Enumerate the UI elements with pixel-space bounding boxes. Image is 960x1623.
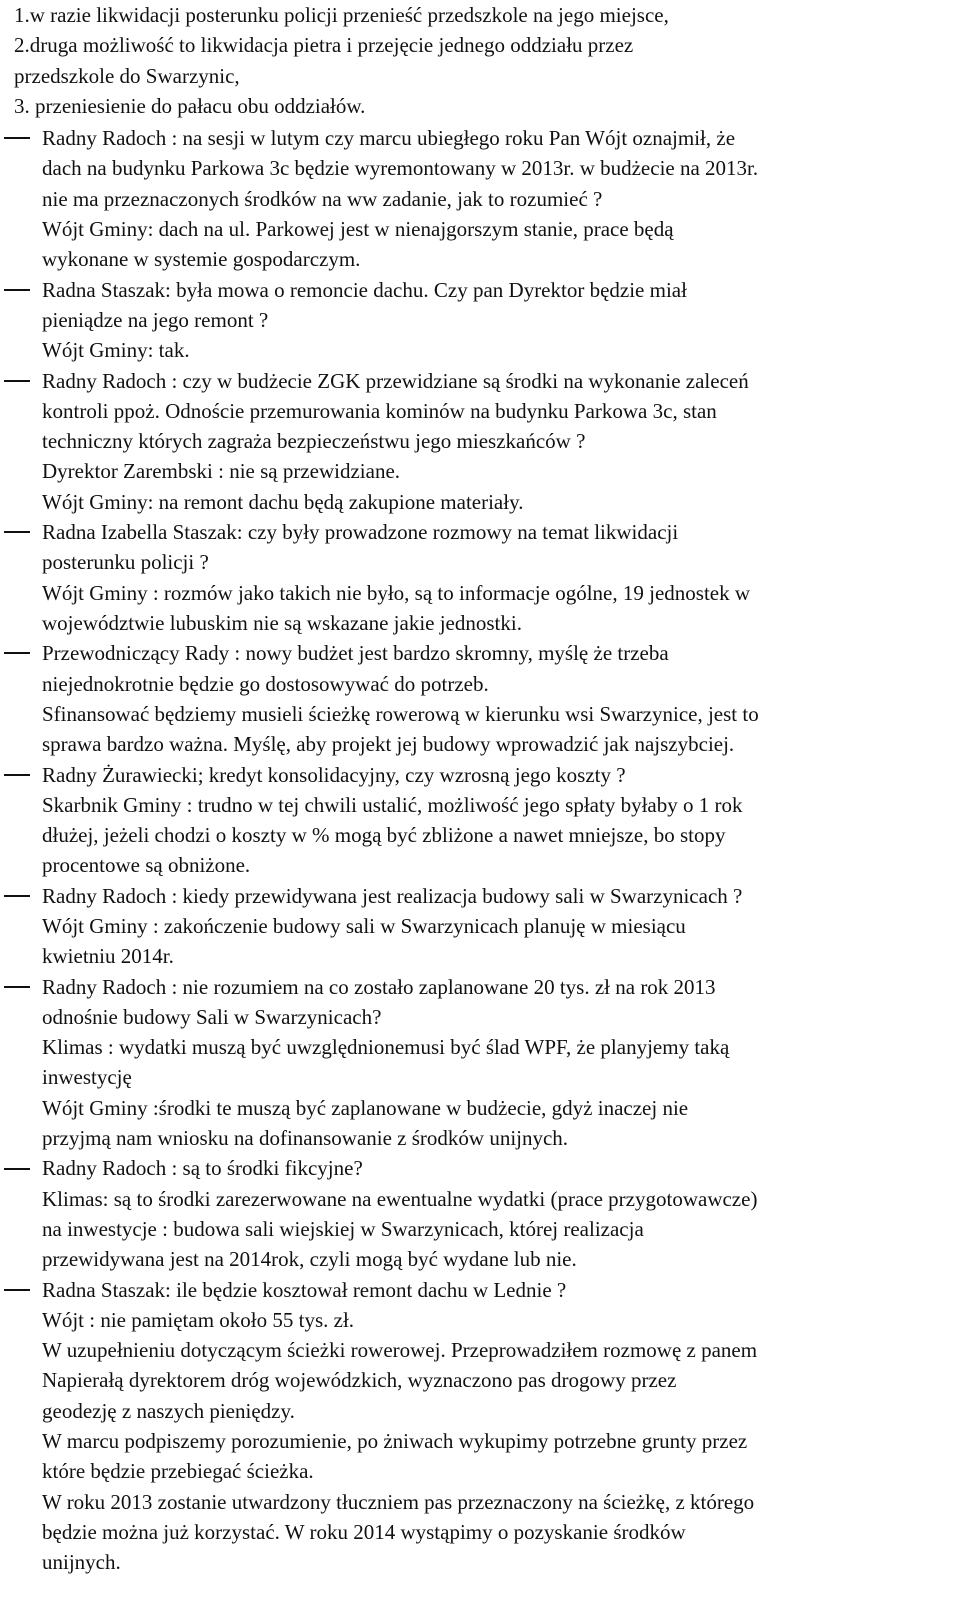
dialogue-text bbox=[42, 1275, 942, 1578]
dialogue-text bbox=[42, 638, 942, 759]
dialogue-text bbox=[42, 881, 942, 972]
dash-bullet bbox=[4, 895, 30, 897]
text-line: Radna Staszak: była mowa o remoncie dachu. Czy pan Dyrektor będzie miał bbox=[42, 277, 687, 302]
text-line: odnośnie budowy Sali w Swarzynicach? bbox=[42, 1004, 382, 1029]
text-line: geodezję z naszych pieniędzy. bbox=[42, 1398, 295, 1423]
dash-bullet bbox=[4, 380, 30, 382]
text-line: Radna Izabella Staszak: czy były prowadzone rozmowy na temat likwidacji bbox=[42, 520, 679, 545]
text-line: Wójt Gminy : zakończenie budowy sali w Swarzynicach planuję w miesiącu bbox=[42, 913, 686, 938]
text-line: Radny Radoch : są to środki fikcyjne? bbox=[42, 1156, 363, 1181]
text-line: Dyrektor Zarembski : nie są przewidziane. bbox=[42, 459, 401, 484]
option-line-1: 1.w razie likwidacji posterunku policji przenieść przedszkole na jego miejsce, bbox=[14, 3, 669, 27]
dialogue-text bbox=[42, 1153, 942, 1274]
dialogue-text bbox=[42, 517, 942, 638]
text-line: Wójt Gminy: dach na ul. Parkowej jest w nienajgorszym stanie, prace będą bbox=[42, 217, 674, 242]
dash-bullet bbox=[4, 1289, 30, 1291]
dialogue-text bbox=[42, 366, 942, 517]
text-line: będzie można już korzystać. W roku 2014 wystąpimy o pozyskanie środków bbox=[42, 1519, 686, 1544]
text-line: Wójt Gminy : rozmów jako takich nie było, są to informacje ogólne, 19 jednostek w bbox=[42, 580, 751, 605]
text-line: sprawa bardzo ważna. Myślę, aby projekt jej budowy wprowadzić jak najszybciej. bbox=[42, 732, 735, 757]
text-line: kontroli ppoż. Odnoście przemurowania kominów na budynku Parkowa 3c, stan bbox=[42, 398, 717, 423]
dash-bullet bbox=[4, 1168, 30, 1170]
text-line: W roku 2013 zostanie utwardzony tłuczniem pas przeznaczony na ścieżkę, z którego bbox=[42, 1489, 755, 1514]
text-line: kwietniu 2014r. bbox=[42, 944, 174, 969]
text-line: wykonane w systemie gospodarczym. bbox=[42, 247, 361, 272]
text-line: techniczny których zagraża bezpieczeństwu jego mieszkańców ? bbox=[42, 429, 586, 454]
text-line: Wójt Gminy :środki te muszą być zaplanowane w budżecie, gdyż inaczej nie bbox=[42, 1095, 689, 1120]
text-line: procentowe są obniżone. bbox=[42, 853, 251, 878]
dash-bullet bbox=[4, 986, 30, 988]
text-line: Wójt : nie pamiętam około 55 tys. zł. bbox=[42, 1307, 355, 1332]
text-line: na inwestycje : budowa sali wiejskiej w Swarzynicach, której realizacja bbox=[42, 1216, 644, 1241]
text-line: dłużej, jeżeli chodzi o koszty w % mogą być zbliżone a nawet mniejsze, bo stopy bbox=[42, 823, 726, 848]
text-line: posterunku policji ? bbox=[42, 550, 209, 575]
text-line: Radny Żurawiecki; kredyt konsolidacyjny, czy wzrosną jego koszty ? bbox=[42, 762, 626, 787]
text-line: Wójt Gminy: na remont dachu będą zakupione materiały. bbox=[42, 489, 524, 514]
text-line: W uzupełnieniu dotyczącym ścieżki rowerowej. Przeprowadziłem rozmowę z panem bbox=[42, 1338, 758, 1363]
dash-bullet bbox=[4, 652, 30, 654]
text-line: przewidywana jest na 2014rok, czyli mogą być wydane lub nie. bbox=[42, 1247, 577, 1272]
text-line: Sfinansować będziemy musieli ścieżkę rowerową w kierunku wsi Swarzynice, jest to bbox=[42, 701, 759, 726]
text-line: Radny Radoch : kiedy przewidywana jest realizacja budowy sali w Swarzynicach ? bbox=[42, 883, 743, 908]
dash-bullet bbox=[4, 774, 30, 776]
text-line: województwie lubuskim nie są wskazane jakie jednostki. bbox=[42, 610, 522, 635]
text-line: Skarbnik Gminy : trudno w tej chwili ustalić, możliwość jego spłaty byłaby o 1 rok bbox=[42, 792, 743, 817]
text-line: inwestycję bbox=[42, 1065, 132, 1090]
text-line: Klimas : wydatki muszą być uwzględnionemusi być ślad WPF, że planyjemy taką bbox=[42, 1035, 730, 1060]
text-line: niejednokrotnie będzie go dostosowywać do potrzeb. bbox=[42, 671, 489, 696]
dash-bullet bbox=[4, 531, 30, 533]
dialogue-text bbox=[42, 760, 942, 881]
text-line: dach na budynku Parkowa 3c będzie wyremontowany w 2013r. w budżecie na 2013r. bbox=[42, 156, 759, 181]
dialogue-text bbox=[42, 275, 942, 366]
option-line-2-continued: przedszkole do Swarzynic, bbox=[14, 63, 240, 88]
text-line: Radny Radoch : czy w budżecie ZGK przewidziane są środki na wykonanie zaleceń bbox=[42, 368, 749, 393]
text-line: pieniądze na jego remont ? bbox=[42, 307, 269, 332]
text-line: Napierałą dyrektorem dróg wojewódzkich, wyznaczono pas drogowy przez bbox=[42, 1368, 677, 1393]
dialogue-text bbox=[42, 972, 942, 1154]
text-line: które będzie przebiegać ścieżka. bbox=[42, 1459, 314, 1484]
text-line: Klimas: są to środki zarezerwowane na ewentualne wydatki (prace przygotowawcze) bbox=[42, 1186, 758, 1211]
dialogue-text bbox=[42, 123, 942, 274]
dash-bullet bbox=[4, 137, 30, 139]
dash-bullet bbox=[4, 289, 30, 291]
text-line: nie ma przeznaczonych środków na ww zadanie, jak to rozumieć ? bbox=[42, 186, 603, 211]
option-line-3: 3. przeniesienie do pałacu obu oddziałów. bbox=[14, 93, 366, 118]
text-line: Radna Staszak: ile będzie kosztował remont dachu w Lednie ? bbox=[42, 1277, 567, 1302]
text-line: Wójt Gminy: tak. bbox=[42, 338, 190, 363]
option-line-2: 2.druga możliwość to likwidacja pietra i przejęcie jednego oddziału przez bbox=[14, 33, 634, 58]
text-line: Radny Radoch : na sesji w lutym czy marcu ubiegłego roku Pan Wójt oznajmił, że bbox=[42, 126, 736, 151]
text-line: unijnych. bbox=[42, 1550, 121, 1575]
text-line: przyjmą nam wniosku na dofinansowanie z środków unijnych. bbox=[42, 1126, 569, 1151]
text-line: Radny Radoch : nie rozumiem na co zostało zaplanowane 20 tys. zł na rok 2013 bbox=[42, 974, 716, 999]
text-line: Przewodniczący Rady : nowy budżet jest bardzo skromny, myślę że trzeba bbox=[42, 641, 669, 666]
text-line: W marcu podpiszemy porozumienie, po żniwach wykupimy potrzebne grunty przez bbox=[42, 1429, 748, 1454]
numbered-options bbox=[14, 0, 944, 121]
